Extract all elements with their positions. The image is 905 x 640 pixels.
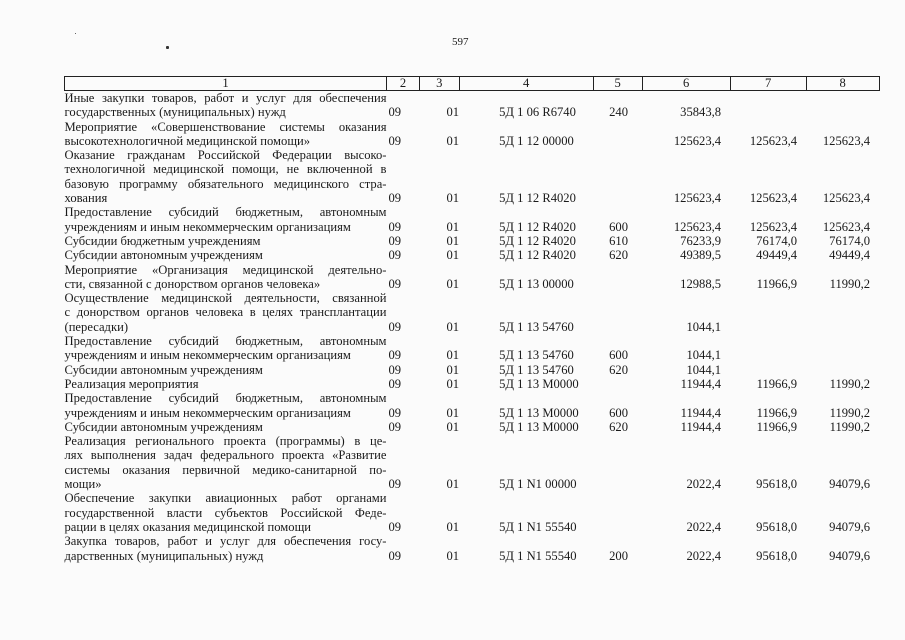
target-article-code: 5Д 1 13 M0000 <box>499 376 579 391</box>
table-row <box>65 377 880 391</box>
description-line: (пересадки) <box>64 319 129 334</box>
section-code: 09 <box>388 219 402 234</box>
column-header: 1 <box>65 77 387 91</box>
amount-year-2: 125623,4 <box>749 133 798 148</box>
table-row <box>65 91 880 120</box>
target-article-code: 5Д 1 12 R4020 <box>499 219 576 234</box>
expense-type-code: 600 <box>609 348 628 363</box>
amount-year-1: 1044,1 <box>686 362 722 377</box>
row-description <box>65 491 387 534</box>
target-article-code: 5Д 1 N1 00000 <box>499 477 577 492</box>
amount-year-1: 125623,4 <box>673 219 722 234</box>
description-line: хования <box>64 191 108 206</box>
section-code: 09 <box>388 477 402 492</box>
amount-year-1: 11944,4 <box>680 405 722 420</box>
subsection-code: 01 <box>446 248 460 263</box>
amount-year-2: 76174,0 <box>756 233 798 248</box>
table-row <box>65 234 880 248</box>
row-description <box>65 420 387 434</box>
section-code: 09 <box>388 419 402 434</box>
amount-year-2: 49449,4 <box>756 248 798 263</box>
expense-type-code: 620 <box>609 248 628 263</box>
amount-year-3: 49449,4 <box>829 248 871 263</box>
amount-year-1: 1044,1 <box>686 319 722 334</box>
section-code: 09 <box>388 276 402 291</box>
amount-year-3: 94079,6 <box>829 477 871 492</box>
description-line: Реализация мероприятия <box>64 376 199 391</box>
amount-year-3 <box>806 291 879 334</box>
row-description <box>65 434 387 491</box>
table-row <box>65 248 880 262</box>
section-code: 09 <box>388 105 402 120</box>
row-description <box>65 148 387 205</box>
row-description <box>65 205 387 234</box>
target-article-code: 5Д 1 06 R6740 <box>499 105 576 120</box>
expense-type-code <box>593 377 642 391</box>
amount-year-1: 11944,4 <box>680 419 722 434</box>
description-line: государственной власти субъектов Российской Феде- <box>64 505 387 520</box>
amount-year-2: 125623,4 <box>749 191 798 206</box>
scan-speck <box>75 33 76 34</box>
amount-year-3: 11990,2 <box>829 405 871 420</box>
expense-type-code <box>593 148 642 205</box>
target-article-code: 5Д 1 12 00000 <box>499 133 574 148</box>
description-line: Оказание гражданам Российской Федерации высоко- <box>64 148 387 163</box>
amount-year-2: 95618,0 <box>756 477 798 492</box>
description-line: учреждениям и иным некоммерческим организациям <box>64 348 351 363</box>
subsection-code: 01 <box>446 133 460 148</box>
description-line: государственных (муниципальных) нужд <box>64 105 286 120</box>
expense-type-code: 620 <box>609 419 628 434</box>
amount-year-3: 125623,4 <box>822 219 871 234</box>
amount-year-2: 11966,9 <box>756 419 798 434</box>
column-header: 2 <box>387 77 420 91</box>
table-row <box>65 263 880 292</box>
subsection-code: 01 <box>446 376 460 391</box>
amount-year-3 <box>806 91 879 120</box>
section-code: 09 <box>388 405 402 420</box>
description-line: с донорством органов человека в целях трансплантации <box>64 305 387 320</box>
target-article-code: 5Д 1 13 00000 <box>499 276 574 291</box>
expense-type-code: 200 <box>609 548 628 563</box>
description-line: Обеспечение закупки авиационных работ органами <box>64 491 387 506</box>
expense-type-code: 620 <box>609 362 628 377</box>
subsection-code: 01 <box>446 419 460 434</box>
amount-year-3: 11990,2 <box>829 376 871 391</box>
expense-type-code <box>593 291 642 334</box>
section-code: 09 <box>388 348 402 363</box>
amount-year-2: 125623,4 <box>749 219 798 234</box>
amount-year-1: 125623,4 <box>673 133 722 148</box>
expense-type-code <box>593 120 642 149</box>
subsection-code: 01 <box>446 219 460 234</box>
section-code: 09 <box>388 191 402 206</box>
row-description <box>65 120 387 149</box>
description-line: сти, связанной с донорством органов человека» <box>64 276 321 291</box>
amount-year-2 <box>730 363 806 377</box>
target-article-code: 5Д 1 13 54760 <box>499 362 574 377</box>
expense-type-code: 240 <box>609 105 628 120</box>
section-code: 09 <box>388 548 402 563</box>
budget-table <box>64 76 880 563</box>
table-row <box>65 148 880 205</box>
target-article-code: 5Д 1 N1 55540 <box>499 519 577 534</box>
row-description <box>65 234 387 248</box>
table-row <box>65 334 880 363</box>
row-description <box>65 291 387 334</box>
section-code: 09 <box>388 519 402 534</box>
column-header: 7 <box>730 77 806 91</box>
description-line: Предоставление субсидий бюджетным, автономным <box>64 334 387 349</box>
row-description <box>65 248 387 262</box>
amount-year-3: 11990,2 <box>829 419 871 434</box>
amount-year-1: 35843,8 <box>680 105 722 120</box>
amount-year-3: 11990,2 <box>829 276 871 291</box>
amount-year-3 <box>806 363 879 377</box>
target-article-code: 5Д 1 12 R4020 <box>499 191 576 206</box>
section-code: 09 <box>388 376 402 391</box>
description-line: Осуществление медицинской деятельности, связанной <box>64 291 387 306</box>
description-line: Субсидии автономным учреждениям <box>64 419 263 434</box>
table-row <box>65 205 880 234</box>
table-row <box>65 534 880 563</box>
subsection-code: 01 <box>446 548 460 563</box>
amount-year-1: 125623,4 <box>673 191 722 206</box>
table-row <box>65 420 880 434</box>
description-line: Мероприятие «Организация медицинской деятельно- <box>64 262 387 277</box>
amount-year-3: 94079,6 <box>829 548 871 563</box>
description-line: Предоставление субсидий бюджетным, автономным <box>64 205 387 220</box>
subsection-code: 01 <box>446 191 460 206</box>
amount-year-1: 49389,5 <box>680 248 722 263</box>
amount-year-3: 94079,6 <box>829 519 871 534</box>
target-article-code: 5Д 1 12 R4020 <box>499 248 576 263</box>
description-line: учреждениям и иным некоммерческим организациям <box>64 405 351 420</box>
amount-year-2: 11966,9 <box>756 276 798 291</box>
row-description <box>65 377 387 391</box>
target-article-code: 5Д 1 13 54760 <box>499 348 574 363</box>
description-line: технологичной медицинской помощи, не включенной в <box>64 162 387 177</box>
column-header: 4 <box>459 77 593 91</box>
table-row <box>65 120 880 149</box>
subsection-code: 01 <box>446 276 460 291</box>
column-header: 5 <box>593 77 642 91</box>
description-line: Иные закупки товаров, работ и услуг для обеспечения <box>64 91 387 105</box>
amount-year-1: 76233,9 <box>680 233 722 248</box>
subsection-code: 01 <box>446 105 460 120</box>
expense-type-code: 610 <box>609 233 628 248</box>
subsection-code: 01 <box>446 477 460 492</box>
row-description <box>65 363 387 377</box>
amount-year-1: 11944,4 <box>680 376 722 391</box>
description-line: Субсидии бюджетным учреждениям <box>64 233 261 248</box>
subsection-code: 01 <box>446 362 460 377</box>
section-code: 09 <box>388 133 402 148</box>
amount-year-2 <box>730 91 806 120</box>
section-code: 09 <box>388 362 402 377</box>
description-line: Мероприятие «Совершенствование системы оказания <box>64 119 387 134</box>
subsection-code: 01 <box>446 348 460 363</box>
amount-year-1: 2022,4 <box>686 548 722 563</box>
row-description <box>65 334 387 363</box>
amount-year-1: 2022,4 <box>686 477 722 492</box>
target-article-code: 5Д 1 N1 55540 <box>499 548 577 563</box>
page-number: 597 <box>452 36 469 48</box>
subsection-code: 01 <box>446 405 460 420</box>
column-header: 6 <box>642 77 730 91</box>
column-header: 8 <box>806 77 879 91</box>
expense-type-code: 600 <box>609 219 628 234</box>
table-row <box>65 434 880 491</box>
section-code: 09 <box>388 248 402 263</box>
description-line: Предоставление субсидий бюджетным, автономным <box>64 391 387 406</box>
amount-year-2: 11966,9 <box>756 376 798 391</box>
amount-year-3: 125623,4 <box>822 133 871 148</box>
scan-speck <box>166 46 169 49</box>
description-line: Субсидии автономным учреждениям <box>64 248 263 263</box>
target-article-code: 5Д 1 13 54760 <box>499 319 574 334</box>
amount-year-2 <box>730 291 806 334</box>
subsection-code: 01 <box>446 233 460 248</box>
amount-year-2: 95618,0 <box>756 519 798 534</box>
table-row <box>65 491 880 534</box>
description-line: мощи» <box>64 477 102 492</box>
amount-year-1: 1044,1 <box>686 348 722 363</box>
subsection-code: 01 <box>446 519 460 534</box>
target-article-code: 5Д 1 12 R4020 <box>499 233 576 248</box>
amount-year-2: 11966,9 <box>756 405 798 420</box>
expense-type-code <box>593 434 642 491</box>
expense-type-code: 600 <box>609 405 628 420</box>
row-description <box>65 91 387 120</box>
column-header: 3 <box>420 77 460 91</box>
description-line: Субсидии автономным учреждениям <box>64 362 263 377</box>
amount-year-1: 12988,5 <box>680 276 722 291</box>
section-code: 09 <box>388 319 402 334</box>
description-line: Реализация регионального проекта (программы) в це- <box>64 434 387 449</box>
description-line: высокотехнологичной медицинской помощи» <box>64 133 311 148</box>
row-description <box>65 391 387 420</box>
table-row <box>65 391 880 420</box>
section-code: 09 <box>388 233 402 248</box>
header-row <box>65 77 880 91</box>
expense-type-code <box>593 491 642 534</box>
amount-year-1: 2022,4 <box>686 519 722 534</box>
amount-year-3: 125623,4 <box>822 191 871 206</box>
subsection-code: 01 <box>446 319 460 334</box>
amount-year-2 <box>730 334 806 363</box>
amount-year-3 <box>806 334 879 363</box>
amount-year-3: 76174,0 <box>829 233 871 248</box>
description-line: Закупка товаров, работ и услуг для обеспечения госу- <box>64 534 387 549</box>
target-article-code: 5Д 1 13 M0000 <box>499 419 579 434</box>
description-line: учреждениям и иным некоммерческим организациям <box>64 219 351 234</box>
description-line: базовую программу обязательного медицинского стра- <box>64 176 387 191</box>
table-row <box>65 291 880 334</box>
description-line: системы оказания первичной медико-санитарной по- <box>64 462 387 477</box>
table-row <box>65 363 880 377</box>
expense-type-code <box>593 263 642 292</box>
target-article-code: 5Д 1 13 M0000 <box>499 405 579 420</box>
row-description <box>65 263 387 292</box>
row-description <box>65 534 387 563</box>
amount-year-2: 95618,0 <box>756 548 798 563</box>
description-line: лях выполнения задач федерального проекта «Развитие <box>64 448 387 463</box>
description-line: дарственных (муниципальных) нужд <box>64 548 264 563</box>
description-line: рации в целях оказания медицинской помощи <box>64 519 312 534</box>
